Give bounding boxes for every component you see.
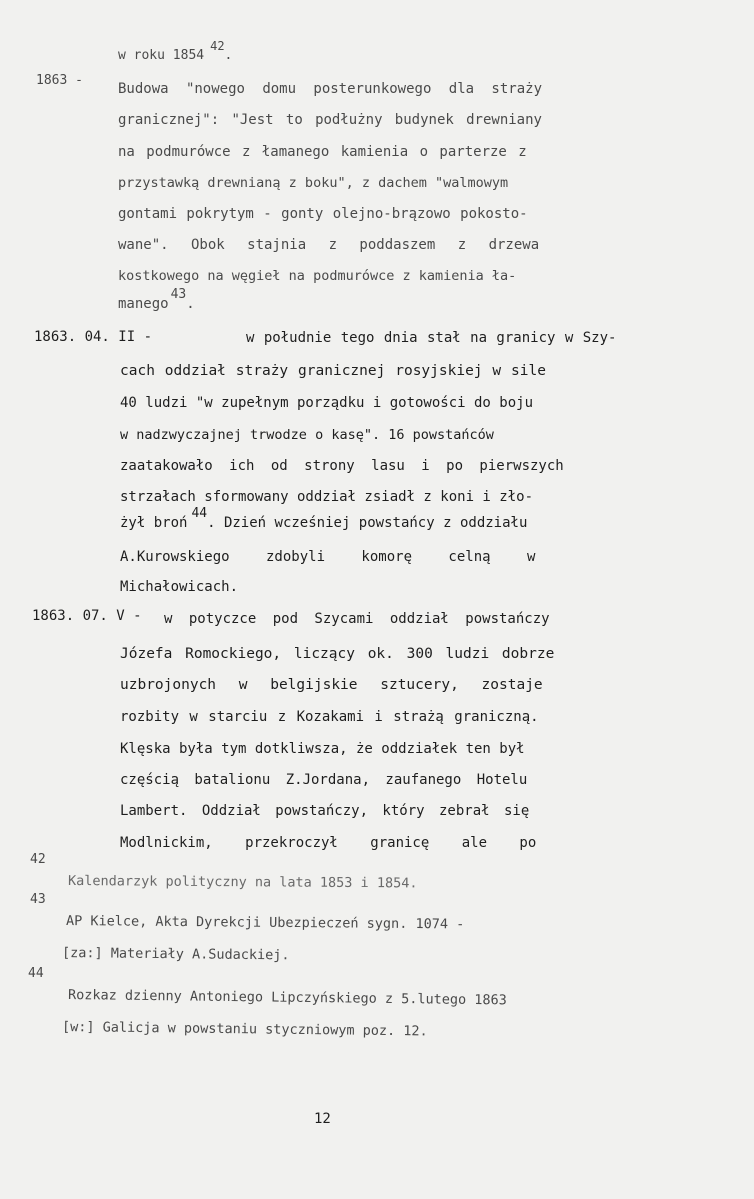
entry-date: 1863 - <box>36 73 83 88</box>
entry-line: Budowa "nowego domu posterunkowego dla straży <box>118 81 542 97</box>
entry-line: granicznej": "Jest to podłużny budynek drewniany <box>118 112 542 128</box>
entry-line: kostkowego na węgieł na podmurówce z kamienia ła- <box>118 268 517 284</box>
page-number: 12 <box>314 1111 331 1127</box>
entry-line: wane". Obok stajnia z poddaszem z drzewa <box>118 237 540 253</box>
footnote-line: Kalendarzyk polityczny na lata 1853 i 1854. <box>67 873 418 892</box>
footnote-ref-44: 44 <box>191 506 208 521</box>
footnote-number: 42 <box>30 852 46 867</box>
footnote-line: Rozkaz dzienny Antoniego Lipczyńskiego z 5.lutego 1863 <box>67 987 507 1009</box>
entry-line: Józefa Romockiego, liczący ok. 300 ludzi dobrze <box>120 646 555 662</box>
footnote-ref-43: 43 <box>170 287 187 302</box>
entry-line: uzbrojonych w belgijskie sztucery, zostaje <box>120 677 543 693</box>
entry-line: na podmurówce z łamanego kamienia o parterze z <box>118 144 527 160</box>
entry-line: gontami pokrytym - gonty olejno-brązowo pokosto- <box>118 206 528 222</box>
entry-line: w nadzwyczajnej trwodze o kasę". 16 powstańców <box>120 427 494 443</box>
footnote-line: [w:] Galicja w powstaniu styczniowym poz. 12. <box>61 1019 428 1040</box>
footnote-line: AP Kielce, Akta Dyrekcji Ubezpieczeń sygn. 1074 - <box>65 913 465 933</box>
entry-line: rozbity w starciu z Kozakami i strażą graniczną. <box>120 709 539 725</box>
entry-date: 1863. 04. II - <box>34 329 153 345</box>
entry-line: Michałowicach. <box>120 579 239 595</box>
footnote-ref-42: 42 <box>210 39 225 53</box>
entry-line: w południe tego dnia stał na granicy w Szy- <box>246 330 617 346</box>
entry-line: A.Kurowskiego zdobyli komorę celną w <box>120 549 536 565</box>
entry-date: 1863. 07. V - <box>32 608 142 624</box>
footnote-number: 43 <box>30 892 46 907</box>
entry-line: żył broń44. Dzień wcześniej powstańcy z oddziału <box>120 506 528 531</box>
entry-line: przystawką drewnianą z boku", z dachem "walmowym <box>118 175 509 191</box>
entry-line: 40 ludzi "w zupełnym porządku i gotowości do boju <box>120 395 534 411</box>
footnote-line: [za:] Materiały A.Sudackiej. <box>61 945 290 964</box>
entry-line: strzałach sformowany oddział zsiadł z koni i zło- <box>120 489 534 505</box>
entry-line: Lambert. Oddział powstańczy, który zebrał się <box>120 803 530 819</box>
entry-line: w potyczce pod Szycami oddział powstańczy <box>164 611 550 627</box>
entry-line: manego43. <box>118 287 195 312</box>
entry-line: częścią batalionu Z.Jordana, zaufanego Hotelu <box>120 772 528 788</box>
continuation-line: w roku 185442. <box>118 39 233 63</box>
footnote-number: 44 <box>28 966 44 981</box>
entry-line: zaatakowało ich od strony lasu i po pierwszych <box>120 458 564 474</box>
entry-line: Modlnickim, przekroczył granicę ale po <box>120 835 537 851</box>
entry-line: cach oddział straży granicznej rosyjskiej w sile <box>120 363 546 379</box>
entry-line: Klęska była tym dotkliwsza, że oddziałek ten był <box>120 741 525 757</box>
